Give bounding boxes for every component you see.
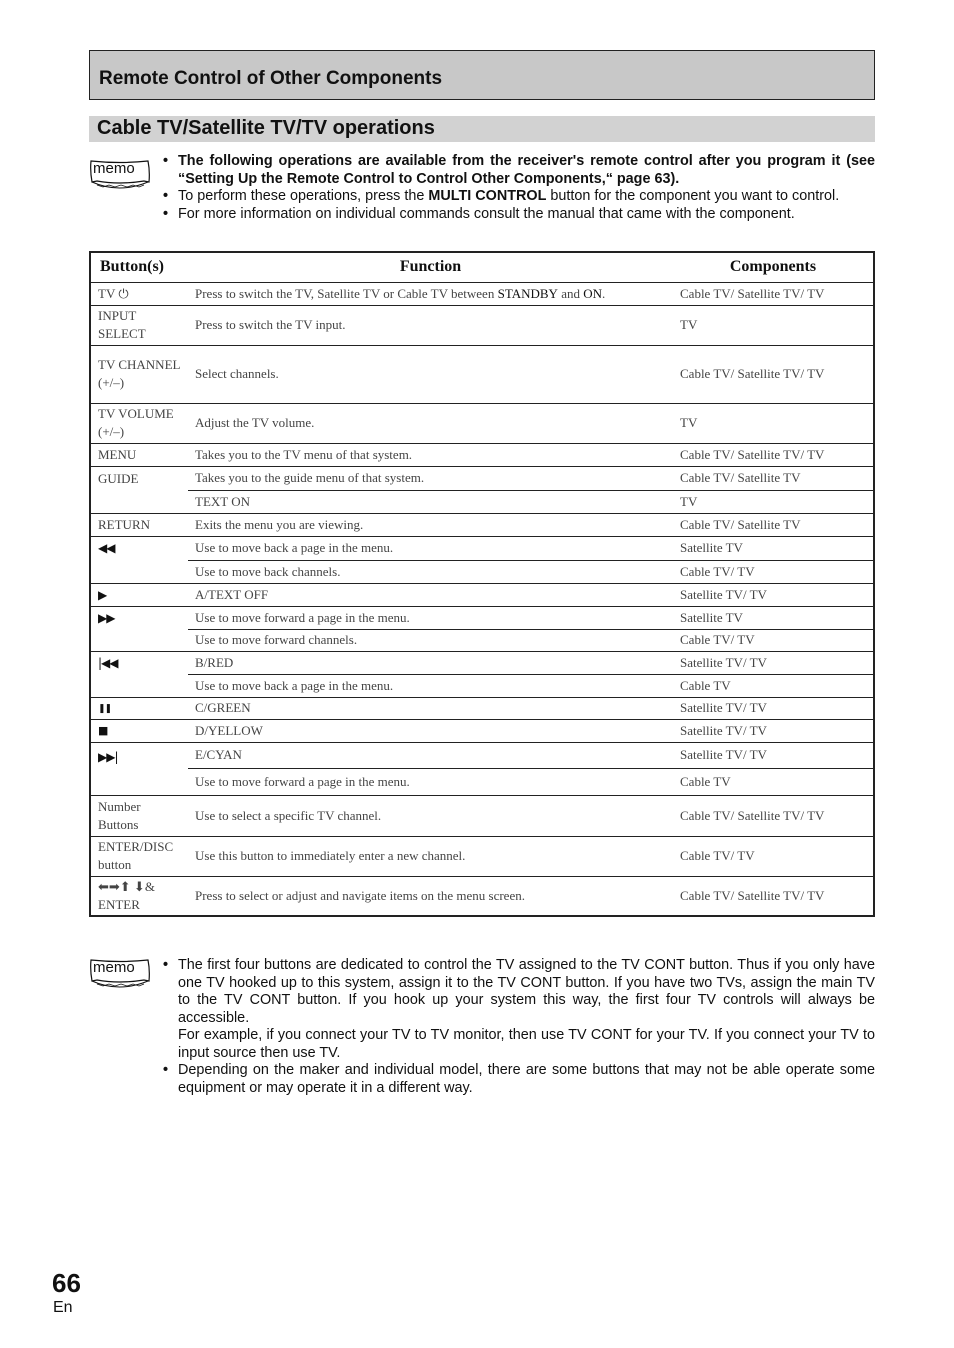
- table-row: [90, 443, 874, 466]
- memo-label: memo: [93, 959, 135, 976]
- cell-components: Cable TV/ Satellite TV: [673, 466, 874, 490]
- section-header: [89, 50, 875, 100]
- cell-function: Takes you to the guide menu of that system.: [188, 466, 673, 490]
- subsection-title: Cable TV/Satellite TV/TV operations: [97, 117, 435, 139]
- table-row: [90, 536, 874, 560]
- cell-function: TEXT ON: [188, 490, 673, 513]
- cell-components: Cable TV/ Satellite TV/ TV: [673, 282, 874, 305]
- cell-function: D/YELLOW: [188, 719, 673, 742]
- stop-icon: ■: [98, 724, 108, 737]
- table-row: [90, 513, 874, 536]
- cell-components: Satellite TV: [673, 606, 874, 629]
- cell-button: MENU: [90, 443, 188, 466]
- skip-back-icon: |◀◀: [98, 655, 118, 670]
- cell-function: Press to select or adjust and navigate items on the menu screen.: [188, 876, 673, 916]
- cell-function: Use to move forward channels.: [188, 629, 673, 651]
- table-row: [90, 560, 874, 583]
- cell-button: [90, 583, 188, 606]
- skip-forward-icon: ▶▶|: [98, 749, 118, 764]
- table-row: [90, 742, 874, 768]
- cell-function: C/GREEN: [188, 697, 673, 719]
- cell-button: TV VOLUME (+/–): [90, 403, 188, 443]
- table-row: [90, 768, 874, 795]
- cell-components: Cable TV/ Satellite TV/ TV: [673, 795, 874, 836]
- cell-function: Select channels.: [188, 345, 673, 403]
- cell-components: Cable TV: [673, 768, 874, 795]
- note-item: • Depending on the maker and individual model, there are some buttons that may not be able operate some equipment or may operate it in a different way.: [163, 1062, 875, 1097]
- cell-components: Cable TV/ TV: [673, 560, 874, 583]
- cell-components: Cable TV/ Satellite TV: [673, 513, 874, 536]
- cell-button: Number Buttons: [90, 795, 188, 836]
- cell-function: Use to select a specific TV channel.: [188, 795, 673, 836]
- memo-label: memo: [93, 160, 135, 177]
- cell-function: Exits the menu you are viewing.: [188, 513, 673, 536]
- cell-components: Satellite TV: [673, 536, 874, 560]
- cell-components: TV: [673, 490, 874, 513]
- cell-button: INPUT SELECT: [90, 305, 188, 345]
- cell-components: Cable TV/ TV: [673, 836, 874, 876]
- rewind-icon: ◀◀: [98, 540, 115, 555]
- cell-button: [90, 651, 188, 697]
- table-row: [90, 490, 874, 513]
- cell-button: [90, 606, 188, 651]
- cell-function: Use to move back a page in the menu.: [188, 536, 673, 560]
- cell-function: Use to move back channels.: [188, 560, 673, 583]
- cell-function: Use this button to immediately enter a new channel.: [188, 836, 673, 876]
- header-components: Components: [673, 252, 874, 282]
- cell-components: TV: [673, 403, 874, 443]
- cell-function: Adjust the TV volume.: [188, 403, 673, 443]
- multi-control-label: MULTI CONTROL: [428, 188, 547, 204]
- table-row: [90, 651, 874, 674]
- table-row: [90, 629, 874, 651]
- memo-icon: [89, 158, 151, 194]
- table-row: [90, 836, 874, 876]
- table-row: [90, 606, 874, 629]
- cell-components: Satellite TV/ TV: [673, 583, 874, 606]
- header-buttons: Button(s): [90, 252, 188, 282]
- note-item: • The following operations are available from the receiver's remote control after you program it (see “Setting Up the Remote Control to Control Other Components,“ page 63).: [163, 153, 875, 188]
- table-header-row: [90, 252, 874, 282]
- cell-function: Use to move forward a page in the menu.: [188, 606, 673, 629]
- cell-function: Use to move back a page in the menu.: [188, 674, 673, 697]
- cell-function: B/RED: [188, 651, 673, 674]
- note-item: • For more information on individual commands consult the manual that came with the component.: [163, 206, 875, 224]
- cell-components: Cable TV: [673, 674, 874, 697]
- table-row: [90, 795, 874, 836]
- cell-components: Satellite TV/ TV: [673, 651, 874, 674]
- table-row: [90, 876, 874, 916]
- cell-function: A/TEXT OFF: [188, 583, 673, 606]
- table-row: [90, 583, 874, 606]
- cell-function: Press to switch the TV input.: [188, 305, 673, 345]
- note-item: • To perform these operations, press the MULTI CONTROL button for the component you want to control.: [163, 188, 875, 206]
- cell-components: Cable TV/ Satellite TV/ TV: [673, 876, 874, 916]
- cell-components: TV: [673, 305, 874, 345]
- pause-icon: ❚❚: [98, 704, 112, 714]
- fast-forward-icon: ▶▶: [98, 610, 115, 625]
- cell-button: TV CHANNEL (+/–): [90, 345, 188, 403]
- table-row: [90, 674, 874, 697]
- cell-button: GUIDE: [90, 466, 188, 513]
- operations-table: [89, 251, 875, 917]
- cell-function: Use to move forward a page in the menu.: [188, 768, 673, 795]
- cell-components: Satellite TV/ TV: [673, 697, 874, 719]
- table-row: [90, 697, 874, 719]
- cell-function: Takes you to the TV menu of that system.: [188, 443, 673, 466]
- cell-components: Satellite TV/ TV: [673, 742, 874, 768]
- table-row: [90, 403, 874, 443]
- page-number: 66: [52, 1268, 81, 1298]
- cell-button: ⬅➡⬆ ⬇& ENTER: [90, 876, 188, 916]
- cell-button: [90, 742, 188, 795]
- page-language: En: [53, 1299, 73, 1316]
- notes-bottom: [163, 957, 875, 1097]
- cell-button: [90, 536, 188, 583]
- note-item: • The first four buttons are dedicated to control the TV assigned to the TV CONT button. Thus if you only have one TV hooked up to this system, assign it to the TV CONT button. If you have two TVs, assign the main TV to the TV CONT button. If you hook up your system this way, the first four TV controls will always be accessible. For example, if you connect your TV to TV monitor, then use TV CONT for your TV. If you connect your TV to input source then use TV.: [163, 957, 875, 1062]
- cell-button: [90, 697, 188, 719]
- cell-components: Cable TV/ TV: [673, 629, 874, 651]
- table-row: [90, 282, 874, 305]
- cell-components: Satellite TV/ TV: [673, 719, 874, 742]
- table-row: [90, 345, 874, 403]
- table-row: [90, 719, 874, 742]
- cell-function: Press to switch the TV, Satellite TV or Cable TV between STANDBY and ON.: [188, 282, 673, 305]
- table-row: [90, 466, 874, 490]
- cell-button: TV ⏻: [90, 282, 188, 305]
- play-icon: ▶: [98, 587, 107, 602]
- header-function: Function: [188, 252, 673, 282]
- cell-components: Cable TV/ Satellite TV/ TV: [673, 345, 874, 403]
- cell-components: Cable TV/ Satellite TV/ TV: [673, 443, 874, 466]
- cell-button: [90, 719, 188, 742]
- memo-icon: [89, 957, 151, 993]
- cell-button: RETURN: [90, 513, 188, 536]
- section-title: Remote Control of Other Components: [99, 68, 443, 89]
- cell-function: E/CYAN: [188, 742, 673, 768]
- notes-top: [163, 153, 875, 223]
- table-row: [90, 305, 874, 345]
- cell-button: ENTER/DISC button: [90, 836, 188, 876]
- subsection-header: [89, 116, 875, 142]
